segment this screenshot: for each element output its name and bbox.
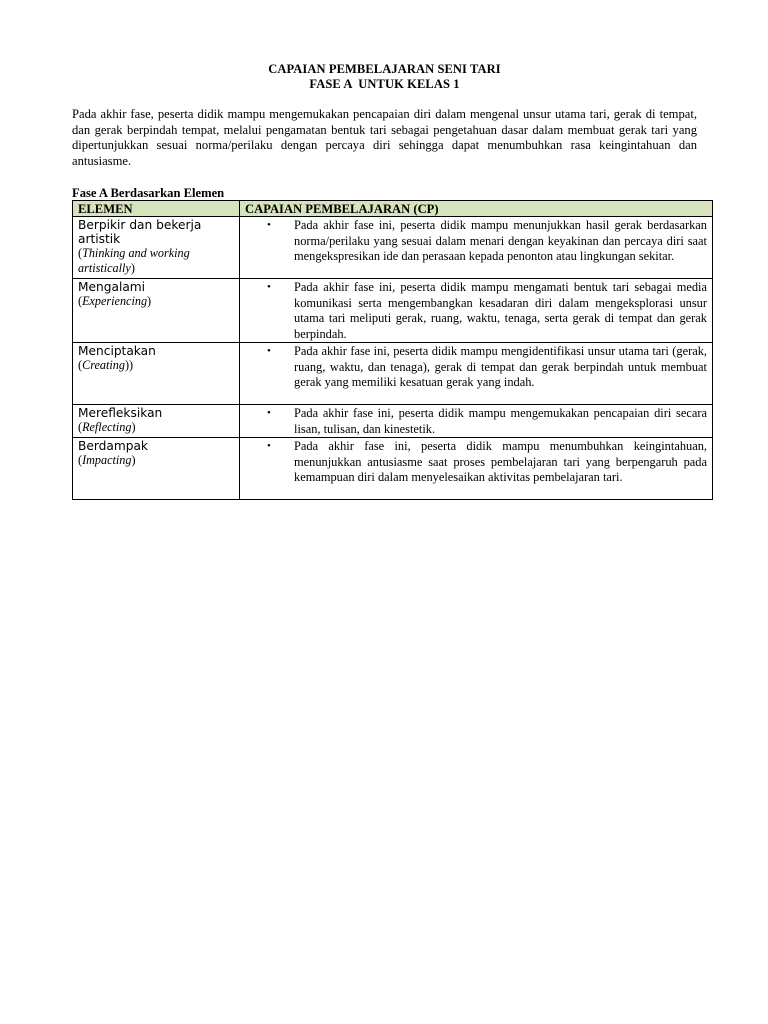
element-name: Mengalami: [78, 280, 146, 294]
element-cell: [73, 217, 240, 279]
cp-cell: [240, 343, 713, 405]
paren-close: ): [131, 420, 136, 434]
cp-text: Pada akhir fase ini, peserta didik mampu menunjukkan hasil gerak berdasarkan norma/perilaku yang sesuai dalam menari dengan keyakinan dan percaya diri saat mengekspresikan ide dan perasaan kepada penonton atau lingkungan sekitar.: [294, 218, 707, 263]
document-title: [72, 62, 697, 92]
table-header-row: [73, 201, 713, 217]
table-row: [73, 438, 713, 500]
element-name: Merefleksikan: [78, 406, 163, 420]
paren-open: (: [78, 358, 83, 372]
element-name: Menciptakan: [78, 344, 156, 358]
table-row: [73, 405, 713, 438]
section-heading: Fase A Berdasarkan Elemen: [72, 186, 225, 200]
element-cell: [73, 405, 240, 438]
element-english-text: Impacting: [82, 453, 132, 467]
cp-cell: [240, 279, 713, 343]
cp-bullet-item: [245, 406, 707, 437]
paren-open: (: [78, 420, 83, 434]
element-cell: [73, 343, 240, 405]
element-name: Berpikir dan bekerja artistik: [78, 218, 202, 246]
element-cell: [73, 438, 240, 500]
paren-close: ): [131, 453, 136, 467]
element-english: [78, 358, 234, 373]
elements-table: [72, 200, 713, 500]
element-english: [78, 420, 234, 435]
header-cp: CAPAIAN PEMBELAJARAN (CP): [240, 201, 713, 217]
header-element: ELEMEN: [73, 201, 240, 217]
paren-close: ): [147, 294, 152, 308]
cp-bullet-item: [245, 344, 707, 391]
document-page: [72, 62, 707, 500]
cp-cell: [240, 217, 713, 279]
paren-open: (: [78, 453, 83, 467]
element-english-text: Thinking and working artistically: [78, 246, 190, 275]
title-line-1: CAPAIAN PEMBELAJARAN SENI TARI: [268, 62, 501, 76]
cp-text: Pada akhir fase ini, peserta didik mampu menumbuhkan keingintahuan, menunjukkan antusiasme saat proses pembelajaran tari yang berpengaruh pada kemampuan diri dalam menyelesaikan aktivitas pembelajaran tari.: [294, 439, 707, 484]
bullet-icon: •: [267, 407, 271, 419]
element-english: [78, 246, 234, 276]
element-english-text: Reflecting: [82, 420, 132, 434]
cp-text: Pada akhir fase ini, peserta didik mampu mengidentifikasi unsur utama tari (gerak, ruang, waktu, dan tenaga), gerak di tempat dan gerak berpindah untuk membuat gerak yang memiliki kesatuan gerak yang indah.: [294, 344, 707, 389]
element-english-text: Creating: [82, 358, 125, 372]
title-line-2: FASE A UNTUK KELAS 1: [309, 77, 460, 91]
bullet-icon: •: [267, 281, 271, 293]
paren-open: (: [78, 246, 83, 260]
element-english-text: Experiencing: [82, 294, 148, 308]
intro-paragraph: Pada akhir fase, peserta didik mampu mengemukakan pencapaian diri dalam mengenal unsur utama tari, gerak di tempat, dan gerak berpindah tempat, melalui pengamatan bentuk tari sebagai pengetahuan dasar dalam membuat gerak tari yang dipertunjukkan sesuai norma/perilaku dengan percaya diri sehingga dapat menumbuhkan rasa keingintahuan dan antusiasme.: [72, 107, 697, 168]
cp-bullet-item: [245, 280, 707, 342]
table-row: [73, 279, 713, 343]
paren-open: (: [78, 294, 83, 308]
cp-text: Pada akhir fase ini, peserta didik mampu mengemukakan pencapaian diri secara lisan, tulisan, dan kinestetik.: [294, 406, 707, 436]
element-english: [78, 453, 234, 468]
cp-bullet-item: [245, 218, 707, 265]
bullet-icon: •: [267, 440, 271, 452]
element-english: [78, 294, 234, 309]
table-row: [73, 217, 713, 279]
bullet-icon: •: [267, 345, 271, 357]
cp-text: Pada akhir fase ini, peserta didik mampu mengamati bentuk tari sebagai media komunikasi serta mengembangkan kesadaran diri dalam mengeksplorasi unsur utama tari meliputi gerak, ruang, waktu, tenaga, serta gerak di tempat dan gerak berpindah.: [294, 280, 707, 341]
bullet-icon: •: [267, 219, 271, 231]
paren-close: ): [130, 261, 135, 275]
cp-cell: [240, 438, 713, 500]
cp-bullet-item: [245, 439, 707, 486]
element-cell: [73, 279, 240, 343]
element-name: Berdampak: [78, 439, 148, 453]
table-row: [73, 343, 713, 405]
paren-close: )): [124, 358, 134, 372]
cp-cell: [240, 405, 713, 438]
